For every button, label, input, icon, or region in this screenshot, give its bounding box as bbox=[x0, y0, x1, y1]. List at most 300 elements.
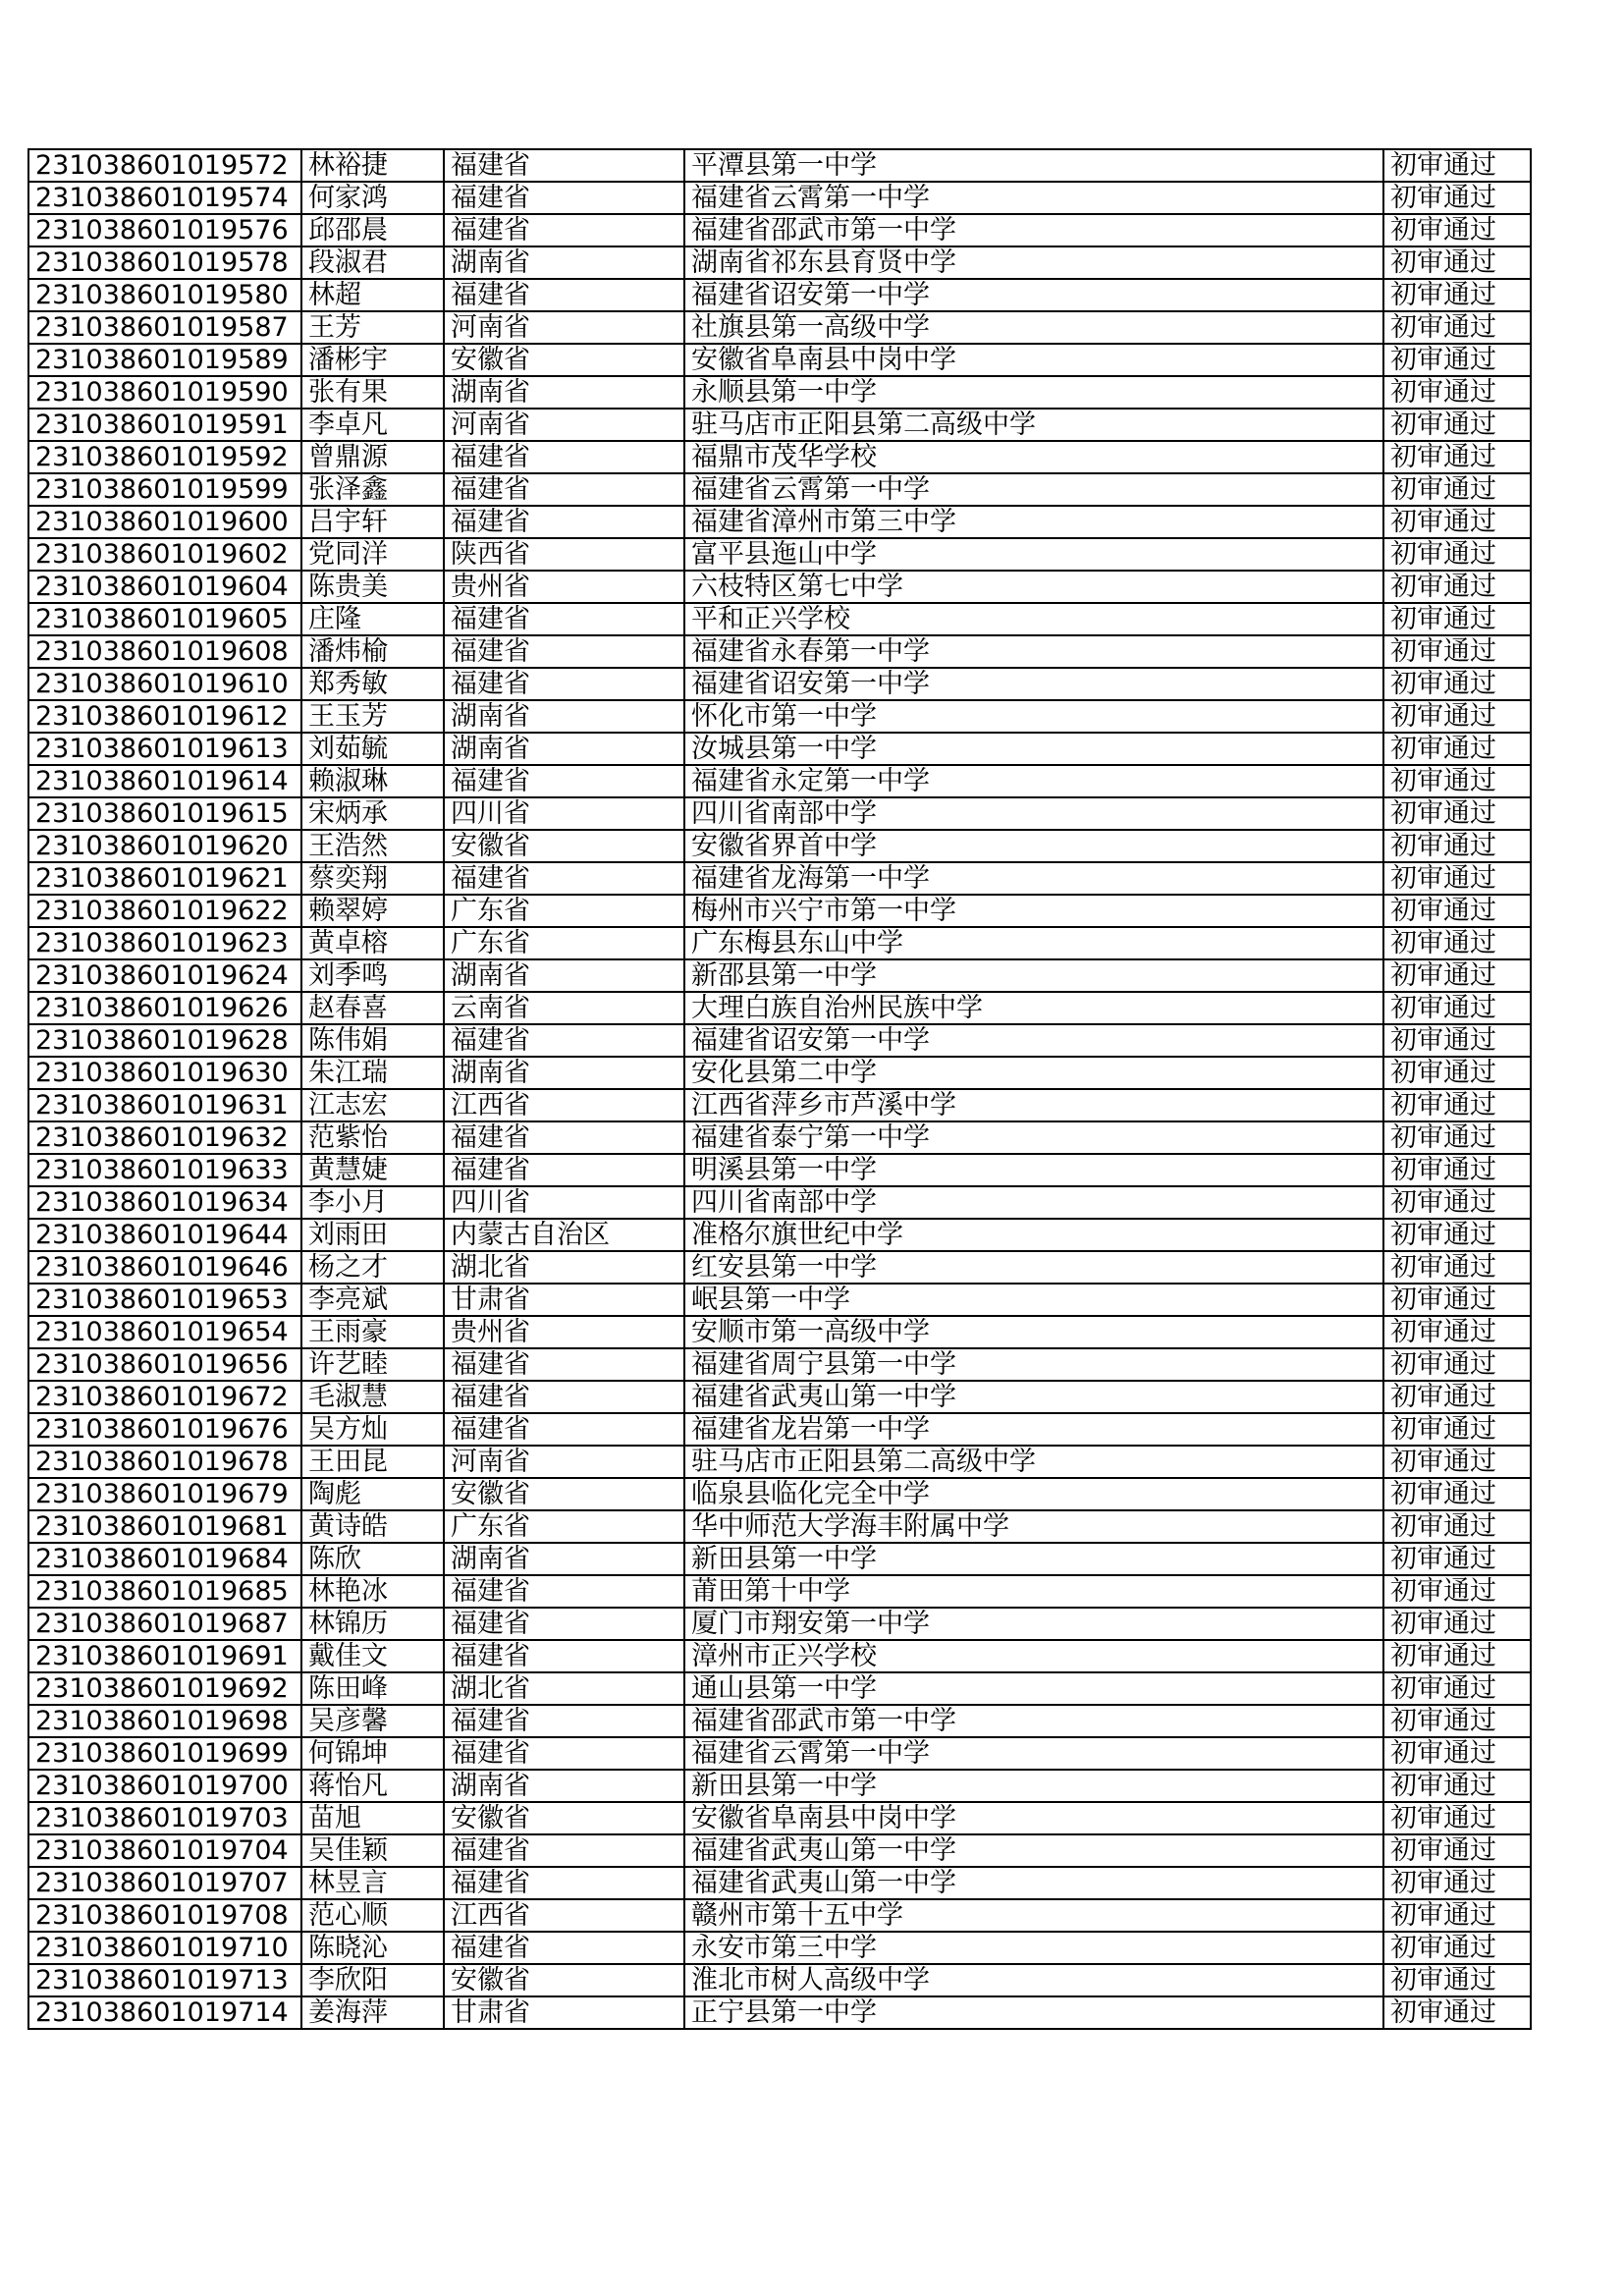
table-row bbox=[28, 571, 1531, 603]
table-row bbox=[28, 1510, 1531, 1543]
school-cell: 平潭县第一中学 bbox=[684, 149, 1383, 182]
applicant-name-cell: 张泽鑫 bbox=[301, 473, 444, 506]
review-status-cell: 初审通过 bbox=[1383, 635, 1531, 668]
table-row bbox=[28, 246, 1531, 279]
table-row bbox=[28, 311, 1531, 344]
applicant-name-cell: 黄诗皓 bbox=[301, 1510, 444, 1543]
applicant-id-cell: 231038601019620 bbox=[28, 830, 301, 862]
review-status-cell: 初审通过 bbox=[1383, 1057, 1531, 1089]
applicant-name-cell: 范心顺 bbox=[301, 1899, 444, 1932]
province-cell: 福建省 bbox=[444, 1705, 684, 1737]
table-row bbox=[28, 1834, 1531, 1867]
school-cell: 永顺县第一中学 bbox=[684, 376, 1383, 409]
review-status-cell: 初审通过 bbox=[1383, 1834, 1531, 1867]
applicant-id-cell: 231038601019592 bbox=[28, 441, 301, 473]
table-row bbox=[28, 214, 1531, 246]
school-cell: 安徽省阜南县中岗中学 bbox=[684, 344, 1383, 376]
applicant-name-cell: 赖翠婷 bbox=[301, 895, 444, 927]
applicant-id-cell: 231038601019644 bbox=[28, 1219, 301, 1251]
applicant-name-cell: 李亮斌 bbox=[301, 1284, 444, 1316]
applicant-id-cell: 231038601019624 bbox=[28, 959, 301, 992]
applicant-id-cell: 231038601019615 bbox=[28, 797, 301, 830]
applicant-name-cell: 陈田峰 bbox=[301, 1672, 444, 1705]
applicant-name-cell: 潘炜榆 bbox=[301, 635, 444, 668]
applicant-id-cell: 231038601019578 bbox=[28, 246, 301, 279]
applicant-name-cell: 宋炳承 bbox=[301, 797, 444, 830]
province-cell: 福建省 bbox=[444, 279, 684, 311]
province-cell: 福建省 bbox=[444, 862, 684, 895]
table-row bbox=[28, 862, 1531, 895]
school-cell: 安顺市第一高级中学 bbox=[684, 1316, 1383, 1348]
applicant-id-cell: 231038601019574 bbox=[28, 182, 301, 214]
results-table bbox=[27, 148, 1532, 2030]
province-cell: 福建省 bbox=[444, 182, 684, 214]
applicant-name-cell: 邱邵晨 bbox=[301, 214, 444, 246]
province-cell: 广东省 bbox=[444, 1510, 684, 1543]
results-table-body bbox=[28, 149, 1531, 2029]
table-row bbox=[28, 1089, 1531, 1121]
table-row bbox=[28, 1996, 1531, 2029]
province-cell: 福建省 bbox=[444, 1867, 684, 1899]
applicant-id-cell: 231038601019605 bbox=[28, 603, 301, 635]
province-cell: 江西省 bbox=[444, 1899, 684, 1932]
review-status-cell: 初审通过 bbox=[1383, 376, 1531, 409]
school-cell: 福建省诏安第一中学 bbox=[684, 668, 1383, 700]
review-status-cell: 初审通过 bbox=[1383, 992, 1531, 1024]
school-cell: 福建省诏安第一中学 bbox=[684, 1024, 1383, 1057]
table-row bbox=[28, 668, 1531, 700]
province-cell: 湖南省 bbox=[444, 376, 684, 409]
applicant-id-cell: 231038601019714 bbox=[28, 1996, 301, 2029]
applicant-name-cell: 黄慧婕 bbox=[301, 1154, 444, 1186]
school-cell: 福建省武夷山第一中学 bbox=[684, 1867, 1383, 1899]
applicant-name-cell: 刘季鸣 bbox=[301, 959, 444, 992]
province-cell: 福建省 bbox=[444, 214, 684, 246]
school-cell: 安徽省界首中学 bbox=[684, 830, 1383, 862]
review-status-cell: 初审通过 bbox=[1383, 1121, 1531, 1154]
province-cell: 福建省 bbox=[444, 441, 684, 473]
table-row bbox=[28, 376, 1531, 409]
table-row bbox=[28, 895, 1531, 927]
review-status-cell: 初审通过 bbox=[1383, 311, 1531, 344]
province-cell: 福建省 bbox=[444, 1737, 684, 1770]
applicant-id-cell: 231038601019622 bbox=[28, 895, 301, 927]
applicant-name-cell: 林超 bbox=[301, 279, 444, 311]
applicant-id-cell: 231038601019628 bbox=[28, 1024, 301, 1057]
applicant-name-cell: 林锦历 bbox=[301, 1608, 444, 1640]
applicant-name-cell: 王浩然 bbox=[301, 830, 444, 862]
applicant-id-cell: 231038601019687 bbox=[28, 1608, 301, 1640]
school-cell: 新田县第一中学 bbox=[684, 1543, 1383, 1575]
applicant-id-cell: 231038601019678 bbox=[28, 1446, 301, 1478]
applicant-id-cell: 231038601019600 bbox=[28, 506, 301, 538]
applicant-name-cell: 何锦坤 bbox=[301, 1737, 444, 1770]
table-row bbox=[28, 1446, 1531, 1478]
review-status-cell: 初审通过 bbox=[1383, 1219, 1531, 1251]
table-row bbox=[28, 1186, 1531, 1219]
applicant-name-cell: 蔡奕翔 bbox=[301, 862, 444, 895]
school-cell: 福建省诏安第一中学 bbox=[684, 279, 1383, 311]
review-status-cell: 初审通过 bbox=[1383, 1186, 1531, 1219]
applicant-id-cell: 231038601019623 bbox=[28, 927, 301, 959]
province-cell: 福建省 bbox=[444, 506, 684, 538]
province-cell: 湖南省 bbox=[444, 700, 684, 733]
school-cell: 福建省武夷山第一中学 bbox=[684, 1381, 1383, 1413]
review-status-cell: 初审通过 bbox=[1383, 1543, 1531, 1575]
table-row bbox=[28, 603, 1531, 635]
school-cell: 厦门市翔安第一中学 bbox=[684, 1608, 1383, 1640]
school-cell: 明溪县第一中学 bbox=[684, 1154, 1383, 1186]
review-status-cell: 初审通过 bbox=[1383, 149, 1531, 182]
applicant-name-cell: 刘雨田 bbox=[301, 1219, 444, 1251]
province-cell: 福建省 bbox=[444, 1932, 684, 1964]
applicant-id-cell: 231038601019591 bbox=[28, 409, 301, 441]
table-row bbox=[28, 1543, 1531, 1575]
applicant-name-cell: 李小月 bbox=[301, 1186, 444, 1219]
province-cell: 湖北省 bbox=[444, 1251, 684, 1284]
review-status-cell: 初审通过 bbox=[1383, 1672, 1531, 1705]
school-cell: 福建省漳州市第三中学 bbox=[684, 506, 1383, 538]
review-status-cell: 初审通过 bbox=[1383, 1802, 1531, 1834]
applicant-id-cell: 231038601019604 bbox=[28, 571, 301, 603]
school-cell: 红安县第一中学 bbox=[684, 1251, 1383, 1284]
province-cell: 四川省 bbox=[444, 1186, 684, 1219]
review-status-cell: 初审通过 bbox=[1383, 959, 1531, 992]
applicant-name-cell: 陈贵美 bbox=[301, 571, 444, 603]
applicant-id-cell: 231038601019703 bbox=[28, 1802, 301, 1834]
school-cell: 平和正兴学校 bbox=[684, 603, 1383, 635]
review-status-cell: 初审通过 bbox=[1383, 603, 1531, 635]
review-status-cell: 初审通过 bbox=[1383, 1510, 1531, 1543]
applicant-name-cell: 陈晓沁 bbox=[301, 1932, 444, 1964]
table-row bbox=[28, 1024, 1531, 1057]
applicant-name-cell: 陶彪 bbox=[301, 1478, 444, 1510]
province-cell: 河南省 bbox=[444, 409, 684, 441]
table-row bbox=[28, 506, 1531, 538]
school-cell: 赣州市第十五中学 bbox=[684, 1899, 1383, 1932]
applicant-name-cell: 林艳冰 bbox=[301, 1575, 444, 1608]
table-row bbox=[28, 1932, 1531, 1964]
table-row bbox=[28, 992, 1531, 1024]
applicant-name-cell: 范紫怡 bbox=[301, 1121, 444, 1154]
applicant-id-cell: 231038601019710 bbox=[28, 1932, 301, 1964]
table-row bbox=[28, 1899, 1531, 1932]
applicant-name-cell: 何家鸿 bbox=[301, 182, 444, 214]
applicant-id-cell: 231038601019580 bbox=[28, 279, 301, 311]
review-status-cell: 初审通过 bbox=[1383, 1284, 1531, 1316]
applicant-name-cell: 杨之才 bbox=[301, 1251, 444, 1284]
applicant-id-cell: 231038601019602 bbox=[28, 538, 301, 571]
school-cell: 社旗县第一高级中学 bbox=[684, 311, 1383, 344]
province-cell: 湖南省 bbox=[444, 733, 684, 765]
applicant-name-cell: 陈欣 bbox=[301, 1543, 444, 1575]
table-row bbox=[28, 1154, 1531, 1186]
province-cell: 甘肃省 bbox=[444, 1284, 684, 1316]
province-cell: 福建省 bbox=[444, 668, 684, 700]
school-cell: 福建省永定第一中学 bbox=[684, 765, 1383, 797]
province-cell: 内蒙古自治区 bbox=[444, 1219, 684, 1251]
review-status-cell: 初审通过 bbox=[1383, 895, 1531, 927]
province-cell: 福建省 bbox=[444, 1154, 684, 1186]
review-status-cell: 初审通过 bbox=[1383, 1932, 1531, 1964]
review-status-cell: 初审通过 bbox=[1383, 182, 1531, 214]
province-cell: 安徽省 bbox=[444, 1964, 684, 1996]
school-cell: 永安市第三中学 bbox=[684, 1932, 1383, 1964]
table-row bbox=[28, 1672, 1531, 1705]
province-cell: 福建省 bbox=[444, 1381, 684, 1413]
table-row bbox=[28, 279, 1531, 311]
table-row bbox=[28, 344, 1531, 376]
applicant-id-cell: 231038601019572 bbox=[28, 149, 301, 182]
applicant-name-cell: 党同洋 bbox=[301, 538, 444, 571]
applicant-id-cell: 231038601019676 bbox=[28, 1413, 301, 1446]
table-row bbox=[28, 1575, 1531, 1608]
province-cell: 福建省 bbox=[444, 765, 684, 797]
applicant-id-cell: 231038601019681 bbox=[28, 1510, 301, 1543]
applicant-name-cell: 苗旭 bbox=[301, 1802, 444, 1834]
applicant-id-cell: 231038601019708 bbox=[28, 1899, 301, 1932]
applicant-name-cell: 许艺睦 bbox=[301, 1348, 444, 1381]
province-cell: 福建省 bbox=[444, 1024, 684, 1057]
review-status-cell: 初审通过 bbox=[1383, 1154, 1531, 1186]
table-row bbox=[28, 1802, 1531, 1834]
applicant-name-cell: 吴彦馨 bbox=[301, 1705, 444, 1737]
school-cell: 莆田第十中学 bbox=[684, 1575, 1383, 1608]
table-row bbox=[28, 733, 1531, 765]
applicant-id-cell: 231038601019626 bbox=[28, 992, 301, 1024]
applicant-id-cell: 231038601019707 bbox=[28, 1867, 301, 1899]
applicant-name-cell: 赖淑琳 bbox=[301, 765, 444, 797]
applicant-name-cell: 戴佳文 bbox=[301, 1640, 444, 1672]
school-cell: 岷县第一中学 bbox=[684, 1284, 1383, 1316]
applicant-name-cell: 李卓凡 bbox=[301, 409, 444, 441]
school-cell: 富平县迤山中学 bbox=[684, 538, 1383, 571]
applicant-id-cell: 231038601019612 bbox=[28, 700, 301, 733]
applicant-name-cell: 曾鼎源 bbox=[301, 441, 444, 473]
province-cell: 贵州省 bbox=[444, 571, 684, 603]
applicant-id-cell: 231038601019685 bbox=[28, 1575, 301, 1608]
school-cell: 四川省南部中学 bbox=[684, 1186, 1383, 1219]
review-status-cell: 初审通过 bbox=[1383, 571, 1531, 603]
applicant-name-cell: 朱江瑞 bbox=[301, 1057, 444, 1089]
review-status-cell: 初审通过 bbox=[1383, 765, 1531, 797]
table-row bbox=[28, 1284, 1531, 1316]
applicant-id-cell: 231038601019699 bbox=[28, 1737, 301, 1770]
applicant-id-cell: 231038601019599 bbox=[28, 473, 301, 506]
province-cell: 广东省 bbox=[444, 927, 684, 959]
applicant-name-cell: 黄卓榕 bbox=[301, 927, 444, 959]
applicant-name-cell: 吕宇轩 bbox=[301, 506, 444, 538]
province-cell: 福建省 bbox=[444, 1348, 684, 1381]
review-status-cell: 初审通过 bbox=[1383, 830, 1531, 862]
review-status-cell: 初审通过 bbox=[1383, 1770, 1531, 1802]
applicant-id-cell: 231038601019698 bbox=[28, 1705, 301, 1737]
province-cell: 四川省 bbox=[444, 797, 684, 830]
applicant-name-cell: 林裕捷 bbox=[301, 149, 444, 182]
review-status-cell: 初审通过 bbox=[1383, 1705, 1531, 1737]
school-cell: 临泉县临化完全中学 bbox=[684, 1478, 1383, 1510]
applicant-id-cell: 231038601019679 bbox=[28, 1478, 301, 1510]
table-row bbox=[28, 797, 1531, 830]
table-row bbox=[28, 441, 1531, 473]
review-status-cell: 初审通过 bbox=[1383, 214, 1531, 246]
applicant-id-cell: 231038601019621 bbox=[28, 862, 301, 895]
school-cell: 福建省泰宁第一中学 bbox=[684, 1121, 1383, 1154]
table-row bbox=[28, 765, 1531, 797]
province-cell: 甘肃省 bbox=[444, 1996, 684, 2029]
province-cell: 安徽省 bbox=[444, 830, 684, 862]
school-cell: 广东梅县东山中学 bbox=[684, 927, 1383, 959]
applicant-id-cell: 231038601019613 bbox=[28, 733, 301, 765]
applicant-id-cell: 231038601019630 bbox=[28, 1057, 301, 1089]
applicant-name-cell: 江志宏 bbox=[301, 1089, 444, 1121]
applicant-id-cell: 231038601019691 bbox=[28, 1640, 301, 1672]
table-row bbox=[28, 830, 1531, 862]
province-cell: 安徽省 bbox=[444, 1802, 684, 1834]
table-row bbox=[28, 700, 1531, 733]
province-cell: 福建省 bbox=[444, 473, 684, 506]
province-cell: 陕西省 bbox=[444, 538, 684, 571]
table-row bbox=[28, 1478, 1531, 1510]
applicant-id-cell: 231038601019713 bbox=[28, 1964, 301, 1996]
review-status-cell: 初审通过 bbox=[1383, 668, 1531, 700]
applicant-name-cell: 王芳 bbox=[301, 311, 444, 344]
table-row bbox=[28, 538, 1531, 571]
review-status-cell: 初审通过 bbox=[1383, 473, 1531, 506]
applicant-id-cell: 231038601019608 bbox=[28, 635, 301, 668]
province-cell: 福建省 bbox=[444, 635, 684, 668]
school-cell: 福建省武夷山第一中学 bbox=[684, 1834, 1383, 1867]
table-row bbox=[28, 1737, 1531, 1770]
school-cell: 安化县第二中学 bbox=[684, 1057, 1383, 1089]
review-status-cell: 初审通过 bbox=[1383, 279, 1531, 311]
table-row bbox=[28, 1867, 1531, 1899]
table-row bbox=[28, 1964, 1531, 1996]
province-cell: 湖南省 bbox=[444, 1543, 684, 1575]
review-status-cell: 初审通过 bbox=[1383, 1316, 1531, 1348]
review-status-cell: 初审通过 bbox=[1383, 1899, 1531, 1932]
table-row bbox=[28, 1413, 1531, 1446]
school-cell: 福建省云霄第一中学 bbox=[684, 182, 1383, 214]
table-row bbox=[28, 182, 1531, 214]
applicant-id-cell: 231038601019610 bbox=[28, 668, 301, 700]
province-cell: 湖北省 bbox=[444, 1672, 684, 1705]
table-row bbox=[28, 959, 1531, 992]
applicant-id-cell: 231038601019576 bbox=[28, 214, 301, 246]
applicant-name-cell: 陈伟娟 bbox=[301, 1024, 444, 1057]
applicant-name-cell: 林昱言 bbox=[301, 1867, 444, 1899]
school-cell: 福建省云霄第一中学 bbox=[684, 1737, 1383, 1770]
table-row bbox=[28, 1381, 1531, 1413]
school-cell: 四川省南部中学 bbox=[684, 797, 1383, 830]
school-cell: 汝城县第一中学 bbox=[684, 733, 1383, 765]
applicant-name-cell: 潘彬宇 bbox=[301, 344, 444, 376]
applicant-id-cell: 231038601019700 bbox=[28, 1770, 301, 1802]
table-row bbox=[28, 635, 1531, 668]
review-status-cell: 初审通过 bbox=[1383, 1575, 1531, 1608]
table-row bbox=[28, 1770, 1531, 1802]
review-status-cell: 初审通过 bbox=[1383, 1640, 1531, 1672]
applicant-id-cell: 231038601019692 bbox=[28, 1672, 301, 1705]
table-row bbox=[28, 1121, 1531, 1154]
review-status-cell: 初审通过 bbox=[1383, 733, 1531, 765]
applicant-id-cell: 231038601019614 bbox=[28, 765, 301, 797]
school-cell: 福建省周宁县第一中学 bbox=[684, 1348, 1383, 1381]
review-status-cell: 初审通过 bbox=[1383, 344, 1531, 376]
province-cell: 湖南省 bbox=[444, 1770, 684, 1802]
province-cell: 湖南省 bbox=[444, 246, 684, 279]
applicant-id-cell: 231038601019631 bbox=[28, 1089, 301, 1121]
school-cell: 华中师范大学海丰附属中学 bbox=[684, 1510, 1383, 1543]
review-status-cell: 初审通过 bbox=[1383, 441, 1531, 473]
school-cell: 淮北市树人高级中学 bbox=[684, 1964, 1383, 1996]
applicant-name-cell: 张有果 bbox=[301, 376, 444, 409]
applicant-name-cell: 庄隆 bbox=[301, 603, 444, 635]
review-status-cell: 初审通过 bbox=[1383, 927, 1531, 959]
school-cell: 福建省永春第一中学 bbox=[684, 635, 1383, 668]
school-cell: 新邵县第一中学 bbox=[684, 959, 1383, 992]
table-row bbox=[28, 1705, 1531, 1737]
province-cell: 福建省 bbox=[444, 1575, 684, 1608]
applicant-name-cell: 王雨豪 bbox=[301, 1316, 444, 1348]
applicant-name-cell: 李欣阳 bbox=[301, 1964, 444, 1996]
table-row bbox=[28, 1316, 1531, 1348]
table-row bbox=[28, 149, 1531, 182]
applicant-id-cell: 231038601019632 bbox=[28, 1121, 301, 1154]
school-cell: 新田县第一中学 bbox=[684, 1770, 1383, 1802]
school-cell: 大理白族自治州民族中学 bbox=[684, 992, 1383, 1024]
review-status-cell: 初审通过 bbox=[1383, 1413, 1531, 1446]
school-cell: 梅州市兴宁市第一中学 bbox=[684, 895, 1383, 927]
applicant-id-cell: 231038601019672 bbox=[28, 1381, 301, 1413]
review-status-cell: 初审通过 bbox=[1383, 1867, 1531, 1899]
applicant-name-cell: 王玉芳 bbox=[301, 700, 444, 733]
applicant-name-cell: 王田昆 bbox=[301, 1446, 444, 1478]
province-cell: 云南省 bbox=[444, 992, 684, 1024]
province-cell: 福建省 bbox=[444, 1834, 684, 1867]
applicant-id-cell: 231038601019587 bbox=[28, 311, 301, 344]
province-cell: 广东省 bbox=[444, 895, 684, 927]
review-status-cell: 初审通过 bbox=[1383, 1446, 1531, 1478]
applicant-name-cell: 吴方灿 bbox=[301, 1413, 444, 1446]
province-cell: 河南省 bbox=[444, 311, 684, 344]
school-cell: 怀化市第一中学 bbox=[684, 700, 1383, 733]
school-cell: 正宁县第一中学 bbox=[684, 1996, 1383, 2029]
applicant-id-cell: 231038601019589 bbox=[28, 344, 301, 376]
applicant-id-cell: 231038601019654 bbox=[28, 1316, 301, 1348]
table-row bbox=[28, 1219, 1531, 1251]
province-cell: 安徽省 bbox=[444, 344, 684, 376]
applicant-id-cell: 231038601019590 bbox=[28, 376, 301, 409]
applicant-id-cell: 231038601019656 bbox=[28, 1348, 301, 1381]
province-cell: 福建省 bbox=[444, 1121, 684, 1154]
table-row bbox=[28, 409, 1531, 441]
review-status-cell: 初审通过 bbox=[1383, 797, 1531, 830]
review-status-cell: 初审通过 bbox=[1383, 538, 1531, 571]
province-cell: 湖南省 bbox=[444, 959, 684, 992]
applicant-name-cell: 刘茹毓 bbox=[301, 733, 444, 765]
school-cell: 福建省龙海第一中学 bbox=[684, 862, 1383, 895]
school-cell: 福建省邵武市第一中学 bbox=[684, 214, 1383, 246]
review-status-cell: 初审通过 bbox=[1383, 1251, 1531, 1284]
school-cell: 福鼎市茂华学校 bbox=[684, 441, 1383, 473]
applicant-name-cell: 吴佳颖 bbox=[301, 1834, 444, 1867]
applicant-id-cell: 231038601019633 bbox=[28, 1154, 301, 1186]
review-status-cell: 初审通过 bbox=[1383, 246, 1531, 279]
province-cell: 安徽省 bbox=[444, 1478, 684, 1510]
table-row bbox=[28, 1251, 1531, 1284]
school-cell: 安徽省阜南县中岗中学 bbox=[684, 1802, 1383, 1834]
